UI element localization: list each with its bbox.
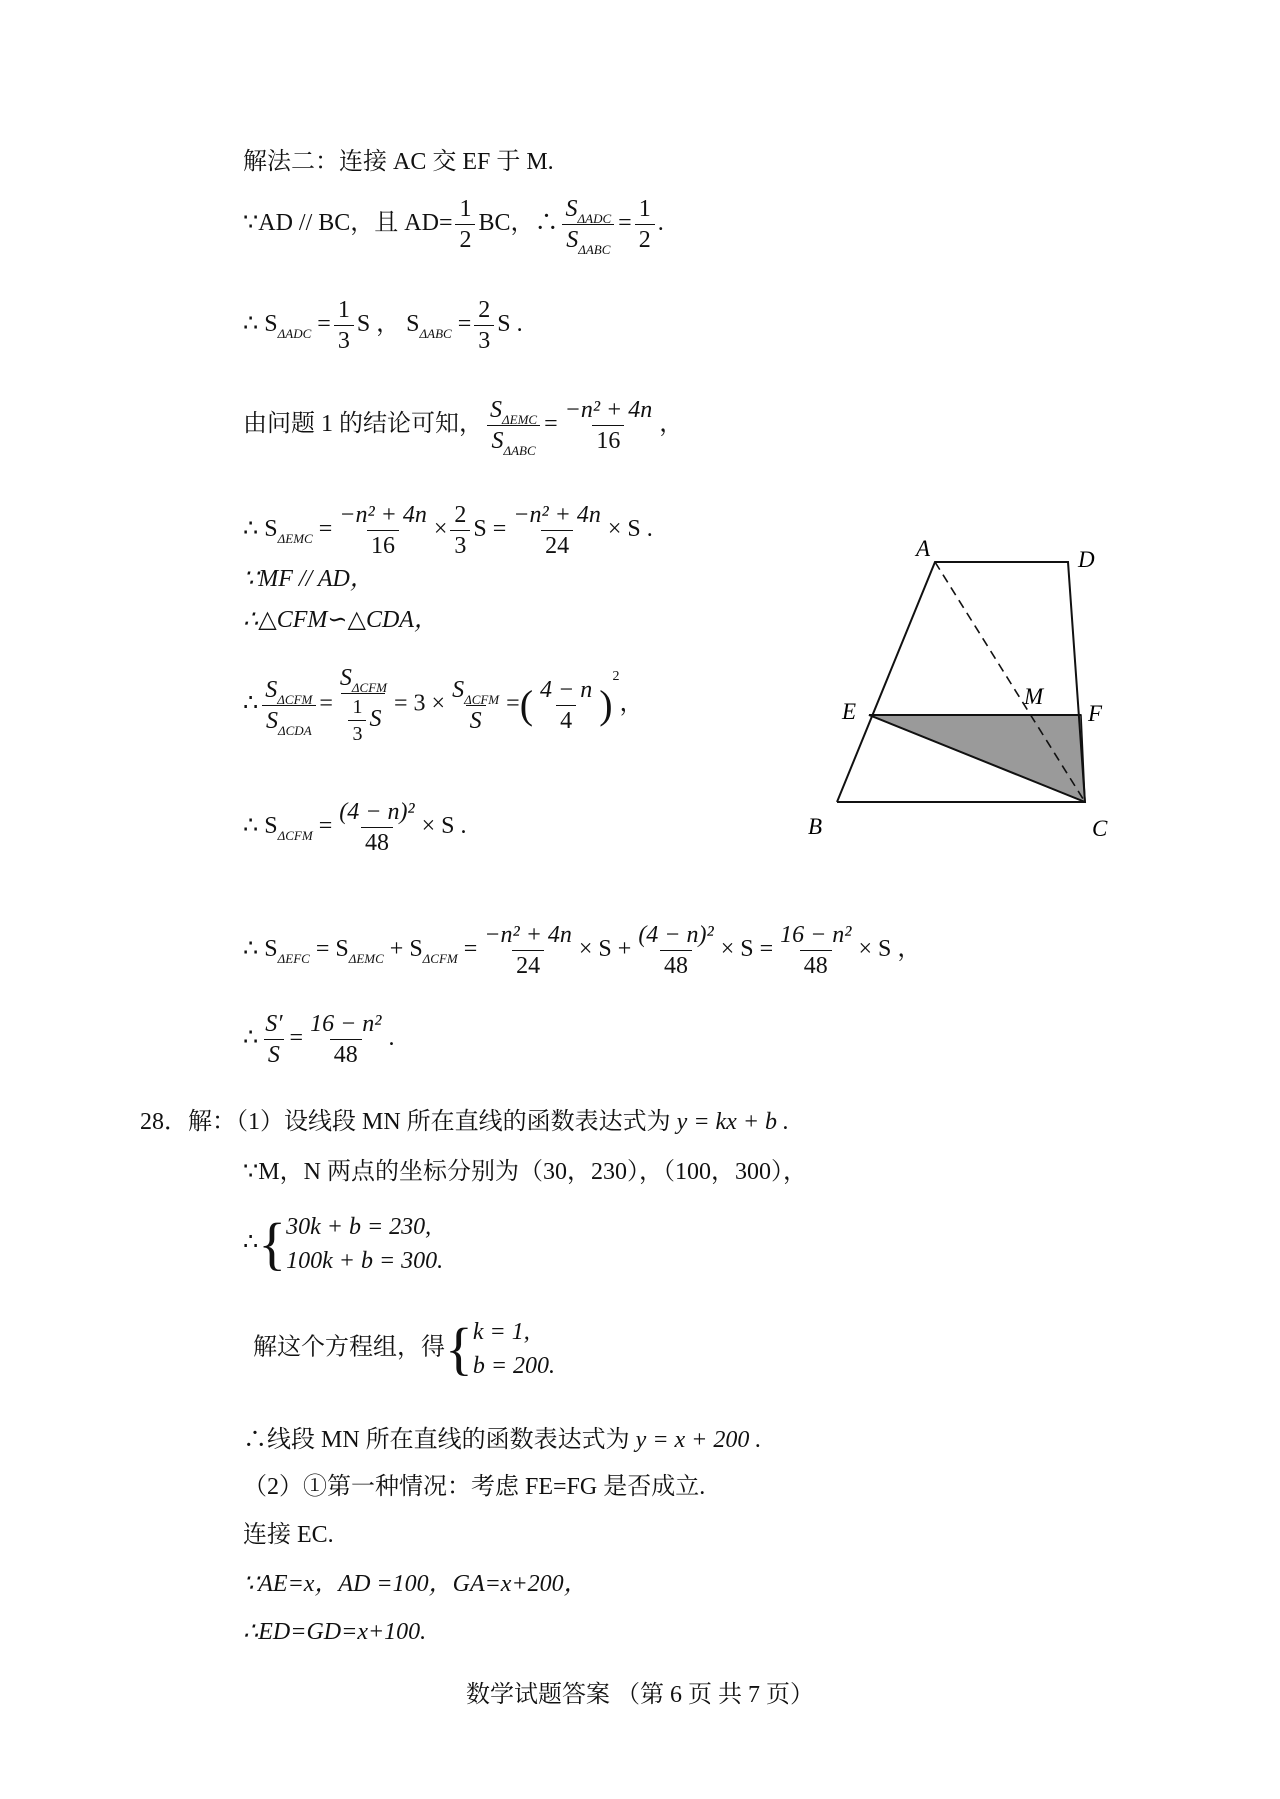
text: ∴ <box>243 690 259 717</box>
sub: ΔADC <box>577 211 612 226</box>
q28-line-6: （2）①第一种情况：考虑 FE=FG 是否成立. <box>243 1474 706 1500</box>
label-b: B <box>808 814 823 839</box>
sub: ΔEMC <box>277 531 313 547</box>
trapezoid-figure <box>780 540 1140 850</box>
denominator <box>487 425 539 458</box>
numerator: (4 − n)² <box>339 799 415 825</box>
s: S <box>566 227 579 253</box>
text: ∵AD // BC，且 AD= <box>243 210 453 237</box>
equation-stack <box>473 1320 555 1378</box>
solution2-title: 解法二：连接 AC 交 EF 于 M. <box>243 149 554 175</box>
q28-line-5 <box>243 1428 761 1452</box>
text: 28．解：（1）设线段 MN 所在直线的函数表达式为 <box>140 1109 671 1135</box>
equation: 30k + b = 230, <box>286 1214 432 1240</box>
sub: ΔABC <box>419 326 452 342</box>
text: = S <box>309 936 349 963</box>
s: S <box>491 428 504 454</box>
expression: y = kx + b . <box>676 1109 790 1135</box>
text: = <box>319 690 333 717</box>
text: ， <box>619 690 644 717</box>
numerator: 16 − n² <box>310 1011 382 1037</box>
numerator: 1 <box>459 196 472 222</box>
sub: ΔCFM <box>277 828 313 844</box>
fraction <box>562 196 616 257</box>
numerator: −n² + 4n <box>339 502 427 528</box>
sub: ΔEFC <box>277 951 310 967</box>
denominator: 24 <box>541 530 573 558</box>
denominator: 3 <box>450 530 470 558</box>
text: ∴ S <box>243 516 278 543</box>
text: ∴ <box>243 1025 259 1052</box>
denominator: 3 <box>334 325 354 353</box>
fraction <box>336 666 391 744</box>
page-footer: 数学试题答案 （第 6 页 共 7 页） <box>466 1682 814 1708</box>
numerator: S′ <box>265 1011 283 1037</box>
line-mf-parallel-ad: ∵MF // AD， <box>243 566 374 592</box>
text: 由问题 1 的结论可知， <box>243 411 483 438</box>
numerator: 2 <box>454 502 467 528</box>
text: . <box>388 1025 395 1052</box>
label-e: E <box>842 699 857 724</box>
sub: ΔCFM <box>351 680 387 695</box>
numerator: −n² + 4n <box>513 502 601 528</box>
q28-system-1 <box>243 1211 444 1276</box>
denominator: 48 <box>800 950 832 978</box>
denominator: 2 <box>635 224 655 252</box>
denominator: 16 <box>367 530 399 558</box>
text: ∴ S <box>243 311 278 338</box>
denominator: 48 <box>330 1039 362 1067</box>
fraction <box>635 197 655 252</box>
numerator: −n² + 4n <box>564 397 653 423</box>
denominator: S <box>264 1039 284 1067</box>
denominator <box>562 224 614 257</box>
numerator: 4 − n <box>540 676 593 703</box>
numerator: −n² + 4n <box>484 922 572 948</box>
sub: ΔEMC <box>502 412 538 427</box>
fraction <box>536 678 596 733</box>
sub: ΔEMC <box>348 951 384 967</box>
fraction <box>335 503 431 558</box>
numerator: 1 <box>352 696 363 718</box>
text: × S + <box>578 936 632 963</box>
numerator: 1 <box>638 196 651 222</box>
numerator: 1 <box>337 297 350 323</box>
text: ， <box>659 411 684 438</box>
q28-line-9: ∴ED=GD=x+100. <box>243 1619 427 1645</box>
s: S <box>452 676 465 703</box>
fraction <box>348 697 366 744</box>
denominator: 2 <box>455 224 475 252</box>
text: × S . <box>421 813 467 840</box>
denominator: 4 <box>556 705 576 733</box>
s: S <box>565 196 578 222</box>
label-m: M <box>1024 684 1044 709</box>
equation: k = 1, <box>472 1319 530 1345</box>
paren: ( <box>519 682 534 727</box>
s: S <box>339 665 352 691</box>
denominator: 24 <box>512 950 544 978</box>
brace: { <box>258 1211 287 1276</box>
text: = <box>506 690 520 717</box>
q28-system-solution <box>253 1316 556 1381</box>
brace: { <box>445 1316 473 1381</box>
text: S . <box>497 311 523 338</box>
numerator: 2 <box>478 297 491 323</box>
denominator: 3 <box>348 720 366 744</box>
text: × S ， <box>858 936 922 963</box>
numerator <box>336 666 391 693</box>
exponent: 2 <box>612 668 620 684</box>
fraction <box>776 923 855 978</box>
text: + S <box>383 936 423 963</box>
denominator: S <box>466 705 486 733</box>
denominator: 48 <box>660 950 692 978</box>
fraction <box>261 1012 286 1067</box>
s: S <box>490 397 502 423</box>
numerator: 16 − n² <box>780 922 852 948</box>
fraction <box>334 298 354 353</box>
equation-stack <box>286 1215 443 1273</box>
denominator: 48 <box>361 827 393 855</box>
sub: ΔABC <box>578 242 611 257</box>
text: = <box>544 411 558 438</box>
text: = <box>618 210 632 237</box>
text: S ， S <box>356 311 420 338</box>
fraction <box>450 503 470 558</box>
sub: ΔCDA <box>278 722 312 738</box>
label-a: A <box>916 540 931 561</box>
numerator <box>486 398 541 425</box>
line-s-prime-over-s <box>243 1012 394 1067</box>
q28-line-8: ∵AE=x，AD =100，GA=x+200， <box>243 1571 588 1597</box>
numerator <box>448 678 503 705</box>
s: S <box>265 676 278 703</box>
numerator: (4 − n)² <box>638 922 714 948</box>
sub: ΔABC <box>503 443 536 458</box>
fraction <box>561 398 657 453</box>
sub: ΔCFM <box>277 691 313 707</box>
equation: b = 200. <box>472 1353 556 1379</box>
fraction <box>634 923 717 978</box>
text: 解这个方程组，得 <box>253 1334 445 1361</box>
expression: y = x + 200 . <box>635 1427 762 1453</box>
text: = <box>457 936 478 963</box>
numerator <box>261 678 316 705</box>
text: = <box>451 311 472 338</box>
sub: ΔADC <box>277 326 312 342</box>
fraction <box>306 1012 385 1067</box>
sub: ΔCFM <box>422 951 458 967</box>
fraction <box>448 678 503 733</box>
text: = <box>311 311 331 338</box>
fraction <box>455 197 475 252</box>
text: ∴ <box>243 1229 259 1256</box>
text: S = <box>473 516 507 543</box>
line-s-efc <box>243 923 921 978</box>
text: = <box>289 1025 304 1052</box>
sub: ΔCFM <box>464 691 500 707</box>
fraction <box>486 397 541 458</box>
label-f: F <box>1088 701 1103 726</box>
fraction <box>509 503 605 558</box>
line-ratio-cfm-cda <box>243 666 644 744</box>
q28-line-1 <box>140 1110 789 1134</box>
line-similar-triangles: ∴△CFM∽△CDA， <box>243 607 438 633</box>
text: ∴线段 MN 所在直线的函数表达式为 <box>243 1427 630 1453</box>
s: S <box>266 707 278 734</box>
label-c: C <box>1092 816 1108 841</box>
paren: ) <box>599 682 613 727</box>
text: ∴ S <box>243 936 278 963</box>
text: BC，∴ <box>478 210 559 237</box>
text: × S = <box>720 936 774 963</box>
text: = 3 × <box>393 690 446 717</box>
line-s-cfm <box>243 800 467 855</box>
text: . <box>657 210 664 237</box>
text: ∴ S <box>243 813 278 840</box>
denominator <box>341 693 385 744</box>
text: = <box>312 813 333 840</box>
q28-line-7: 连接 EC. <box>243 1522 334 1548</box>
q28-line-2: ∵M，N 两点的坐标分别为（30，230），（100，300）， <box>243 1159 807 1185</box>
text: × S . <box>607 516 653 543</box>
denominator <box>262 705 316 738</box>
s: S <box>369 706 382 733</box>
text: = <box>312 516 333 543</box>
fraction <box>480 923 576 978</box>
line-area-thirds <box>243 298 523 353</box>
equation: 100k + b = 300. <box>286 1248 444 1274</box>
line-problem1-conclusion <box>243 397 684 458</box>
numerator <box>562 197 616 224</box>
line-ad-bc-ratio <box>243 196 664 257</box>
line-s-emc <box>243 503 653 558</box>
fraction <box>335 800 418 855</box>
denominator: 16 <box>592 425 624 453</box>
denominator: 3 <box>474 325 494 353</box>
label-d: D <box>1078 547 1095 572</box>
fraction <box>474 298 494 353</box>
text: × <box>433 516 448 543</box>
fraction <box>261 676 316 738</box>
